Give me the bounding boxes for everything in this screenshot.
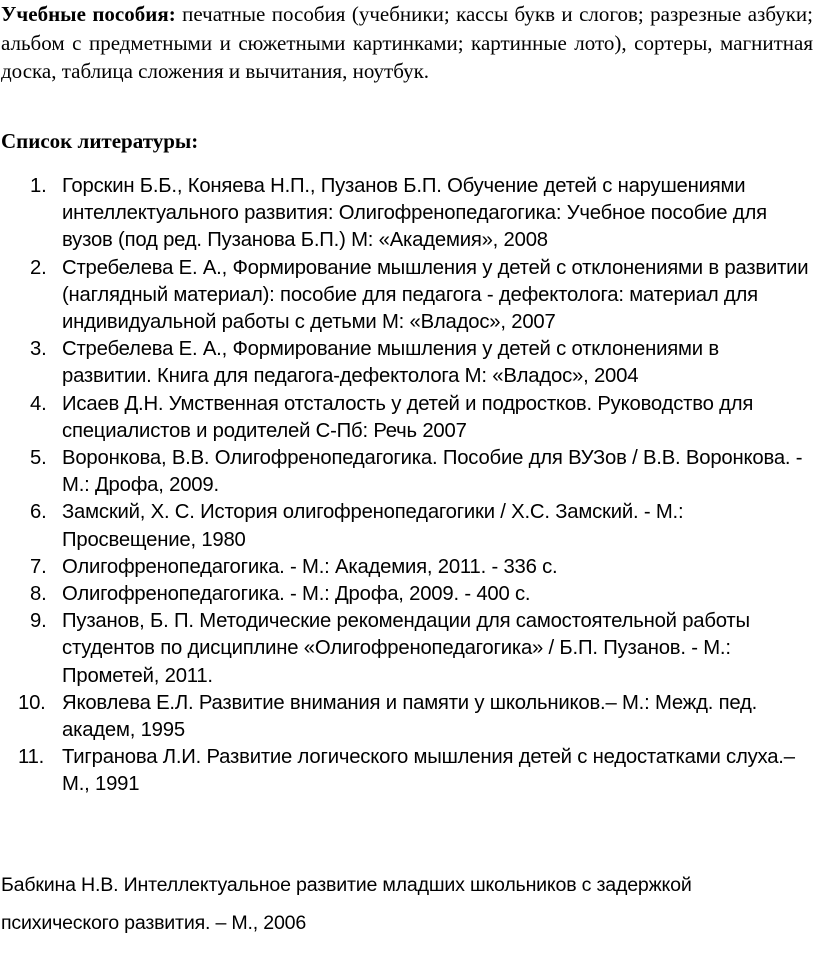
literature-item-text: Исаев Д.Н. Умственная отсталость у детей и подростков. Руководство для специалистов и родителей С-Пб: Речь 2007 (62, 392, 754, 442)
additional-reference: Бабкина Н.В. Интеллектуальное развитие младших школьников с задержкой психического развития. – М., 2006 (1, 874, 692, 934)
literature-item-9 (0, 608, 816, 690)
literature-item-7 (0, 554, 816, 581)
literature-item-number: 6. (30, 501, 47, 524)
teaching-aids-paragraph (1, 0, 813, 86)
literature-item-1 (0, 173, 816, 255)
literature-item-number: 7. (30, 555, 47, 578)
literature-item-text: Горскин Б.Б., Коняева Н.П., Пузанов Б.П. Обучение детей с нарушениями интеллектуального развития: Олигофренопедагогика: Учебное пособие для вузов (под ред. Пузанова Б.П.) М: «Академия», 2008 (62, 175, 767, 252)
teaching-aids-label: Учебные пособия: (1, 2, 176, 26)
literature-item-number: 9. (30, 610, 47, 633)
literature-item-2 (0, 255, 816, 337)
literature-item-text: Яковлева Е.Л. Развитие внимания и памяти у школьников.– М.: Межд. пед. академ, 1995 (62, 691, 758, 742)
literature-item-5 (0, 445, 816, 499)
literature-item-number: 4. (30, 392, 47, 415)
literature-item-text: Стребелева Е. А., Формирование мышления у детей с отклонениями в развитии. Книга для педагога-дефектолога М: «Владос», 2004 (62, 338, 719, 388)
literature-item-number: 1. (30, 175, 47, 197)
literature-item-text: Тигранова Л.И. Развитие логического мышления детей с недостатками слуха.– М., 1991 (62, 746, 795, 796)
literature-item-number: 3. (30, 338, 47, 361)
literature-item-8 (0, 581, 816, 608)
literature-list (0, 173, 816, 799)
literature-item-text: Пузанов, Б. П. Методические рекомендации для самостоятельной работы студентов по дисциплине «Олигофренопедагогика» / Б.П. Пузанов. - М.: Прометей, 2011. (62, 610, 750, 687)
literature-item-6 (0, 499, 816, 553)
literature-item-text: Стребелева Е. А., Формирование мышления у детей с отклонениями в развитии (наглядный материал): пособие для педагога - дефектолога: материал для индивидуальной работы с детьми М: «Владос», 2007 (62, 256, 809, 334)
teaching-aids-text: печатные пособия (учебники; кассы букв и слогов; разрезные азбуки; альбом с предметными и сюжетными картинками; картинные лото), сортеры, магнитная доска, таблица сложения и вычитания, ноутбук. (1, 2, 813, 83)
literature-item-number: 8. (30, 583, 47, 606)
literature-item-11 (0, 744, 816, 798)
literature-heading: Список литературы: (1, 129, 199, 153)
literature-item-text: Олигофренопедагогика. - М.: Дрофа, 2009. - 400 с. (62, 583, 531, 606)
literature-item-number: 5. (30, 447, 47, 470)
literature-item-number: 11. (18, 746, 45, 769)
literature-item-number: 10. (18, 691, 46, 714)
literature-item-text: Олигофренопедагогика. - М.: Академия, 2011. - 336 с. (62, 555, 558, 578)
literature-item-text: Воронкова, В.В. Олигофренопедагогика. Пособие для ВУЗов / В.В. Воронкова. - М.: Дрофа, 2009. (62, 447, 803, 497)
literature-item-text: Замский, Х. С. История олигофренопедагогики / Х.С. Замский. - М.: Просвещение, 1980 (62, 501, 684, 551)
literature-item-3 (0, 336, 816, 390)
literature-item-10 (0, 690, 816, 744)
literature-item-number: 2. (30, 256, 47, 279)
literature-item-4 (0, 391, 816, 445)
